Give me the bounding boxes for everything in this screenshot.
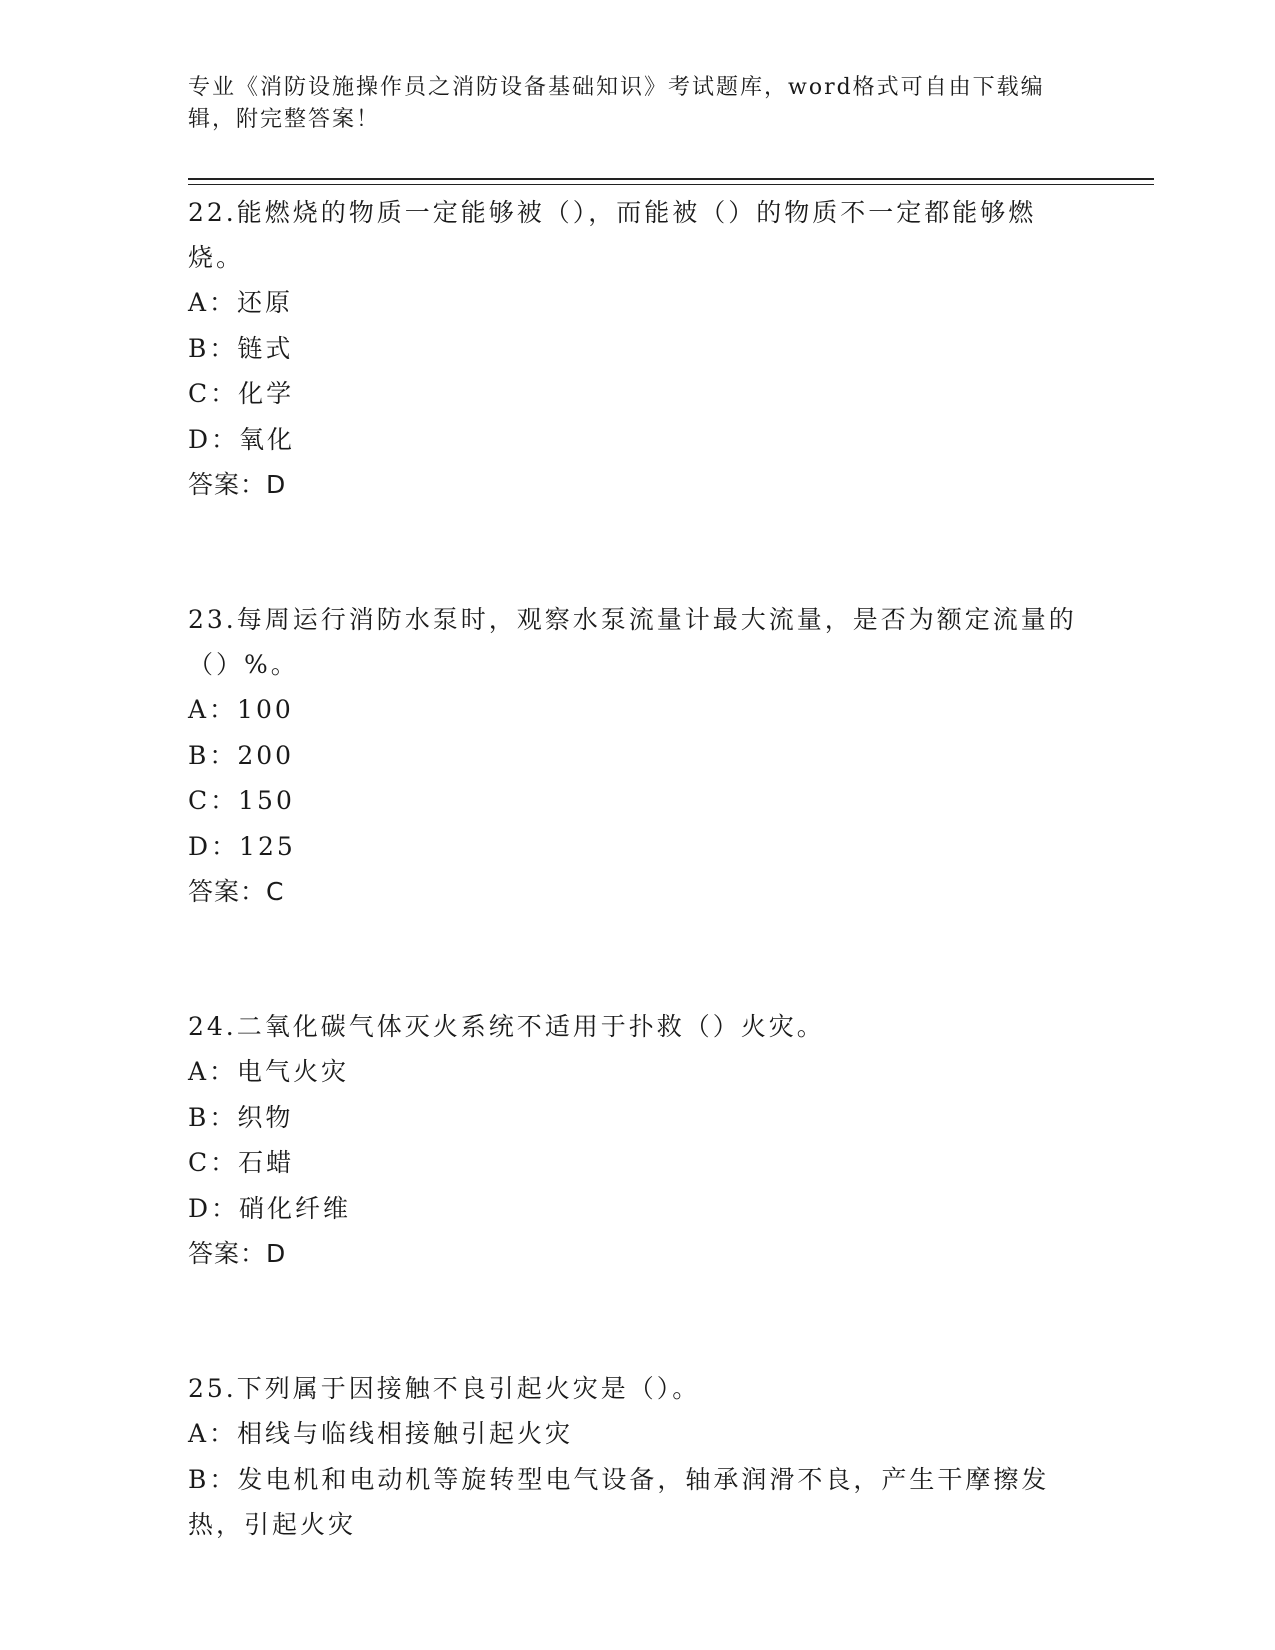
- header-rule-thin: [188, 184, 1154, 185]
- question-text: 23.每周运行消防水泵时，观察水泵流量计最大流量，是否为额定流量的（）%。: [188, 605, 1077, 679]
- document-header: 专业《消防设施操作员之消防设备基础知识》考试题库，word格式可自由下载编辑，附完整答案！: [188, 75, 1045, 132]
- option-d: D：硝化纤维: [188, 1193, 352, 1223]
- header-rule-thick: [188, 178, 1154, 180]
- answer-line: 答案：D: [188, 1239, 287, 1268]
- option-a: A：还原: [188, 288, 294, 317]
- option-a: A：电气火灾: [188, 1057, 350, 1086]
- option-d: D：125: [188, 831, 296, 861]
- answer-line: 答案：C: [188, 877, 285, 906]
- option-b: B：发电机和电动机等旋转型电气设备，轴承润滑不良，产生干摩擦发热，引起火灾: [188, 1464, 1050, 1539]
- option-c: C：石蜡: [188, 1148, 295, 1177]
- question-22: [188, 190, 1088, 507]
- question-23: [188, 597, 1088, 914]
- option-b: B：200: [188, 740, 295, 770]
- option-b: B：链式: [188, 333, 294, 363]
- option-c: C：化学: [188, 379, 295, 408]
- question-list: [188, 190, 1088, 1548]
- question-24: [188, 1004, 1088, 1276]
- option-c: C：150: [188, 786, 295, 815]
- question-25: [188, 1366, 1088, 1548]
- option-a: A：100: [188, 695, 294, 724]
- question-text: 24.二氧化碳气体灭火系统不适用于扑救（）火灾。: [188, 1012, 825, 1041]
- option-d: D：氧化: [188, 424, 296, 454]
- option-b: B：织物: [188, 1102, 294, 1132]
- question-text: 22.能燃烧的物质一定能够被（），而能被（）的物质不一定都能够燃烧。: [188, 198, 1037, 272]
- option-a: A：相线与临线相接触引起火灾: [188, 1419, 574, 1448]
- answer-line: 答案：D: [188, 470, 287, 499]
- question-text: 25.下列属于因接触不良引起火灾是（）。: [188, 1374, 701, 1403]
